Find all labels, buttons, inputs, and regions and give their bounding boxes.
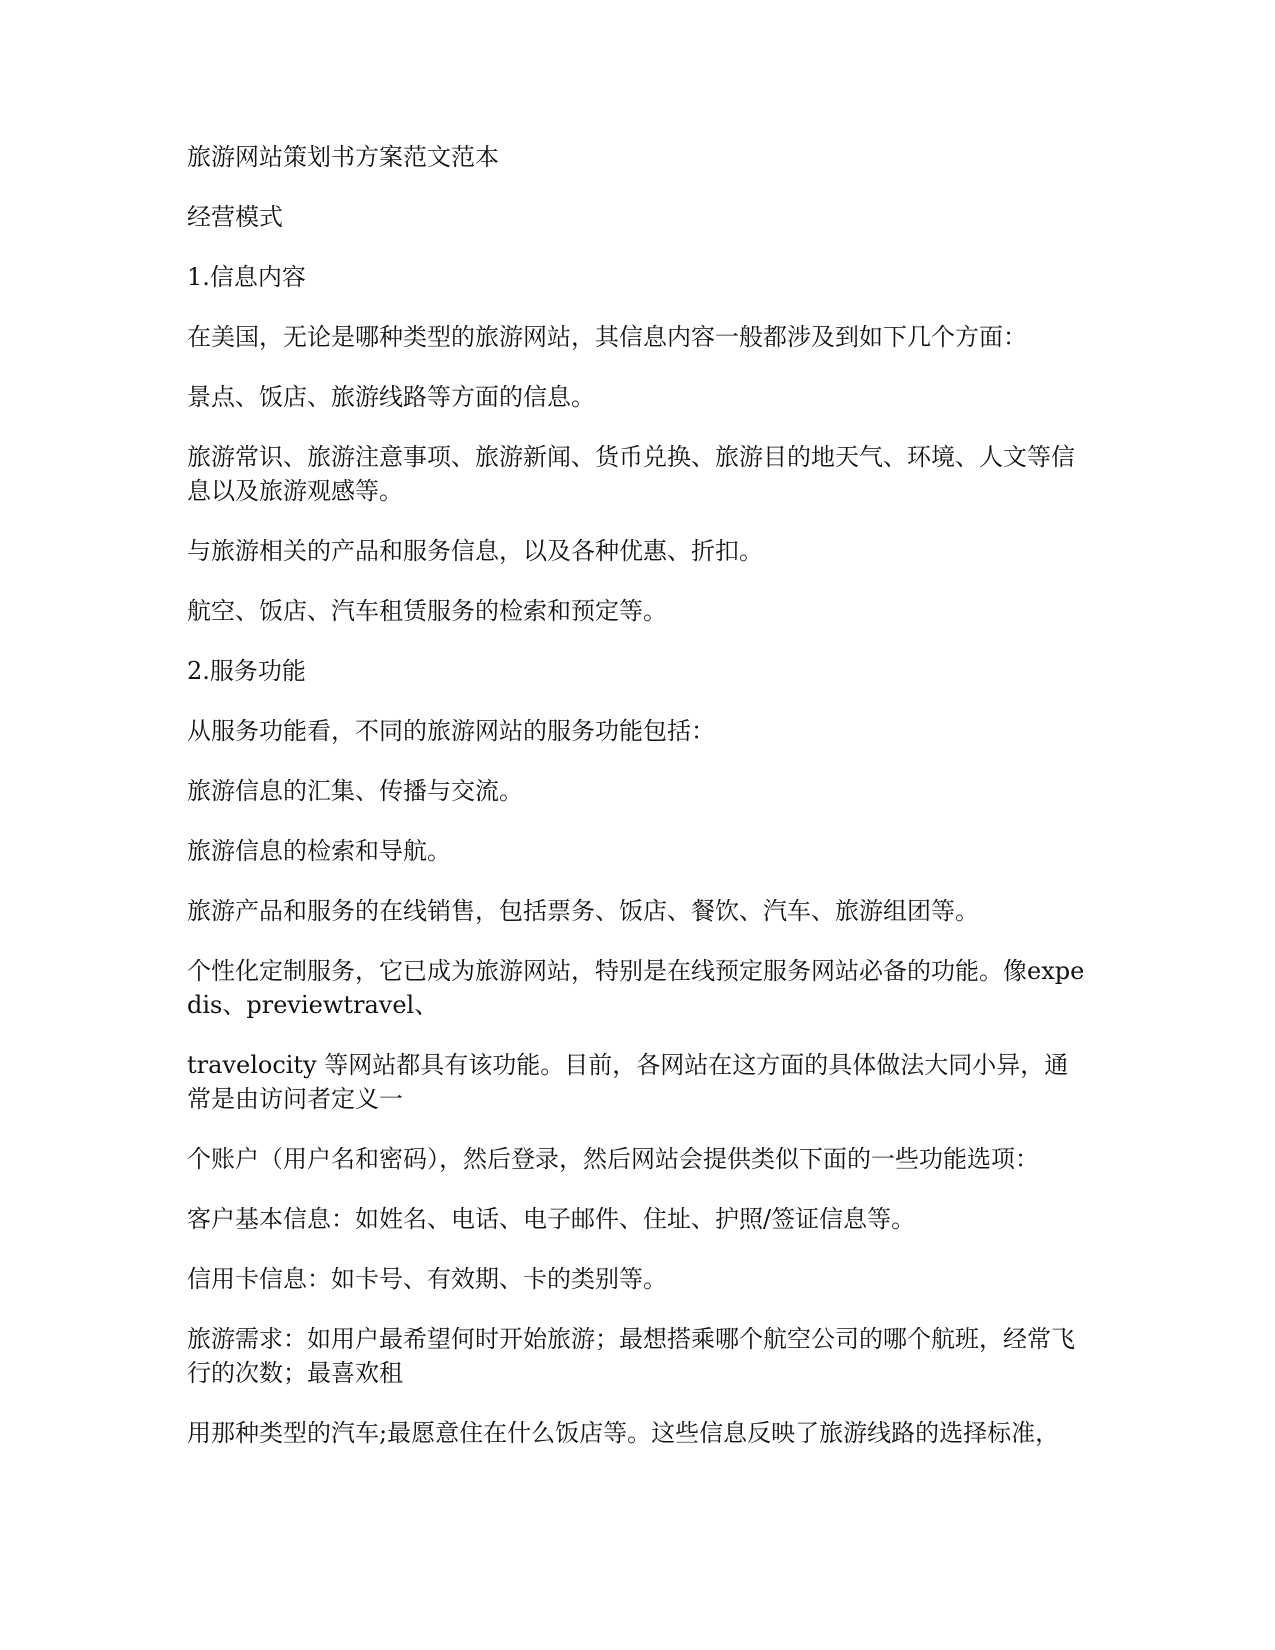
document-title: 旅游网站策划书方案范文范本 xyxy=(187,143,499,171)
paragraph: 旅游产品和服务的在线销售，包括票务、饭店、餐饮、汽车、旅游组团等。 xyxy=(187,897,979,925)
paragraph: 个账户（用户名和密码），然后登录，然后网站会提供类似下面的一些功能选项： xyxy=(187,1145,1039,1173)
paragraph: 在美国，无论是哪种类型的旅游网站，其信息内容一般都涉及到如下几个方面： xyxy=(187,323,1027,351)
document-body xyxy=(187,140,1087,1476)
paragraph: 客户基本信息：如姓名、电话、电子邮件、住址、护照/签证信息等。 xyxy=(187,1205,916,1233)
paragraph: 旅游信息的检索和导航。 xyxy=(187,837,451,865)
paragraph: 旅游需求：如用户最希望何时开始旅游；最想搭乘哪个航空公司的哪个航班，经常飞行的次数；最喜欢租 xyxy=(187,1325,1075,1387)
subheading-service-functions: 2.服务功能 xyxy=(187,657,306,685)
paragraph: 用那种类型的汽车;最愿意住在什么饭店等。这些信息反映了旅游线路的选择标准， xyxy=(187,1419,1060,1447)
paragraph: 信用卡信息：如卡号、有效期、卡的类别等。 xyxy=(187,1265,667,1293)
paragraph: travelocity 等网站都具有该功能。目前，各网站在这方面的具体做法大同小异，通常是由访问者定义一 xyxy=(187,1051,1069,1113)
paragraph: 个性化定制服务，它已成为旅游网站，特别是在线预定服务网站必备的功能。像expedis、previewtravel、 xyxy=(187,957,1085,1019)
paragraph: 航空、饭店、汽车租赁服务的检索和预定等。 xyxy=(187,597,667,625)
paragraph: 从服务功能看，不同的旅游网站的服务功能包括： xyxy=(187,717,715,745)
paragraph: 旅游常识、旅游注意事项、旅游新闻、货币兑换、旅游目的地天气、环境、人文等信息以及旅游观感等。 xyxy=(187,443,1075,505)
paragraph: 景点、饭店、旅游线路等方面的信息。 xyxy=(187,383,595,411)
subheading-info-content: 1.信息内容 xyxy=(187,263,306,291)
paragraph: 旅游信息的汇集、传播与交流。 xyxy=(187,777,523,805)
section-heading-business-model: 经营模式 xyxy=(187,203,283,231)
paragraph: 与旅游相关的产品和服务信息，以及各种优惠、折扣。 xyxy=(187,537,763,565)
